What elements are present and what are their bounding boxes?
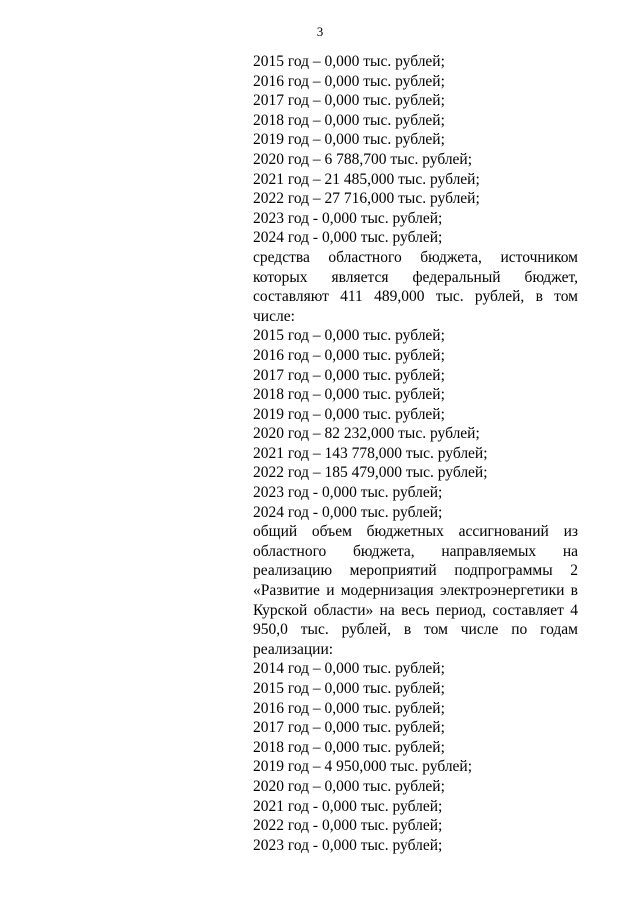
list-item: 2017 год – 0,000 тыс. рублей; (253, 719, 445, 737)
list-item: 2020 год – 0,000 тыс. рублей; (253, 777, 445, 795)
list-item: 2021 год - 0,000 тыс. рублей; (253, 797, 443, 815)
list-item: 2020 год – 6 788,700 тыс. рублей; (253, 150, 473, 168)
list-item: 2017 год – 0,000 тыс. рублей; (253, 366, 445, 384)
total-funding-list (253, 659, 578, 855)
list-item: 2015 год – 0,000 тыс. рублей; (253, 53, 445, 70)
list-item: 2019 год – 4 950,000 тыс. рублей; (253, 758, 473, 776)
list-item: 2018 год – 0,000 тыс. рублей; (253, 738, 445, 756)
regional-funding-list (253, 326, 578, 522)
list-item: 2023 год - 0,000 тыс. рублей; (253, 836, 443, 854)
list-item: 2019 год – 0,000 тыс. рублей; (253, 131, 445, 149)
federal-funding-list (253, 52, 578, 248)
list-item: 2019 год – 0,000 тыс. рублей; (253, 405, 445, 423)
list-item: 2023 год - 0,000 тыс. рублей; (253, 209, 443, 227)
list-item: 2022 год – 27 716,000 тыс. рублей; (253, 190, 480, 208)
list-item: 2021 год – 21 485,000 тыс. рублей; (253, 170, 480, 188)
list-item: 2024 год - 0,000 тыс. рублей; (253, 503, 443, 521)
list-item: 2014 год – 0,000 тыс. рублей; (253, 660, 445, 678)
list-item: 2016 год – 0,000 тыс. рублей; (253, 346, 445, 364)
list-item: 2018 год – 0,000 тыс. рублей; (253, 111, 445, 129)
list-item: 2016 год – 0,000 тыс. рублей; (253, 72, 445, 90)
list-item: 2022 год – 185 479,000 тыс. рублей; (253, 464, 488, 482)
list-item: 2023 год - 0,000 тыс. рублей; (253, 484, 443, 502)
document-body (253, 52, 578, 855)
list-item: 2021 год – 143 778,000 тыс. рублей; (253, 444, 488, 462)
page-number: 3 (316, 24, 324, 39)
list-item: 2015 год – 0,000 тыс. рублей; (253, 327, 445, 345)
list-item: 2018 год – 0,000 тыс. рублей; (253, 386, 445, 404)
list-item: 2022 год - 0,000 тыс. рублей; (253, 817, 443, 835)
list-item: 2024 год - 0,000 тыс. рублей; (253, 229, 443, 247)
total-funding-paragraph: общий объем бюджетных ассигнований из областного бюджета, направляемых на реализацию мероприятий подпрограммы 2 «Развитие и модернизация электроэнергетики в Курской области» на весь период, составляет 4 950,0 тыс. рублей, в том числе по годам реализации: (253, 523, 578, 658)
list-item: 2020 год – 82 232,000 тыс. рублей; (253, 425, 480, 443)
list-item: 2016 год – 0,000 тыс. рублей; (253, 699, 445, 717)
list-item: 2015 год – 0,000 тыс. рублей; (253, 680, 445, 697)
list-item: 2017 год – 0,000 тыс. рублей; (253, 92, 445, 110)
regional-funding-paragraph: средства областного бюджета, источником которых является федеральный бюджет, составляют 411 489,000 тыс. рублей, в том числе: (253, 248, 578, 325)
